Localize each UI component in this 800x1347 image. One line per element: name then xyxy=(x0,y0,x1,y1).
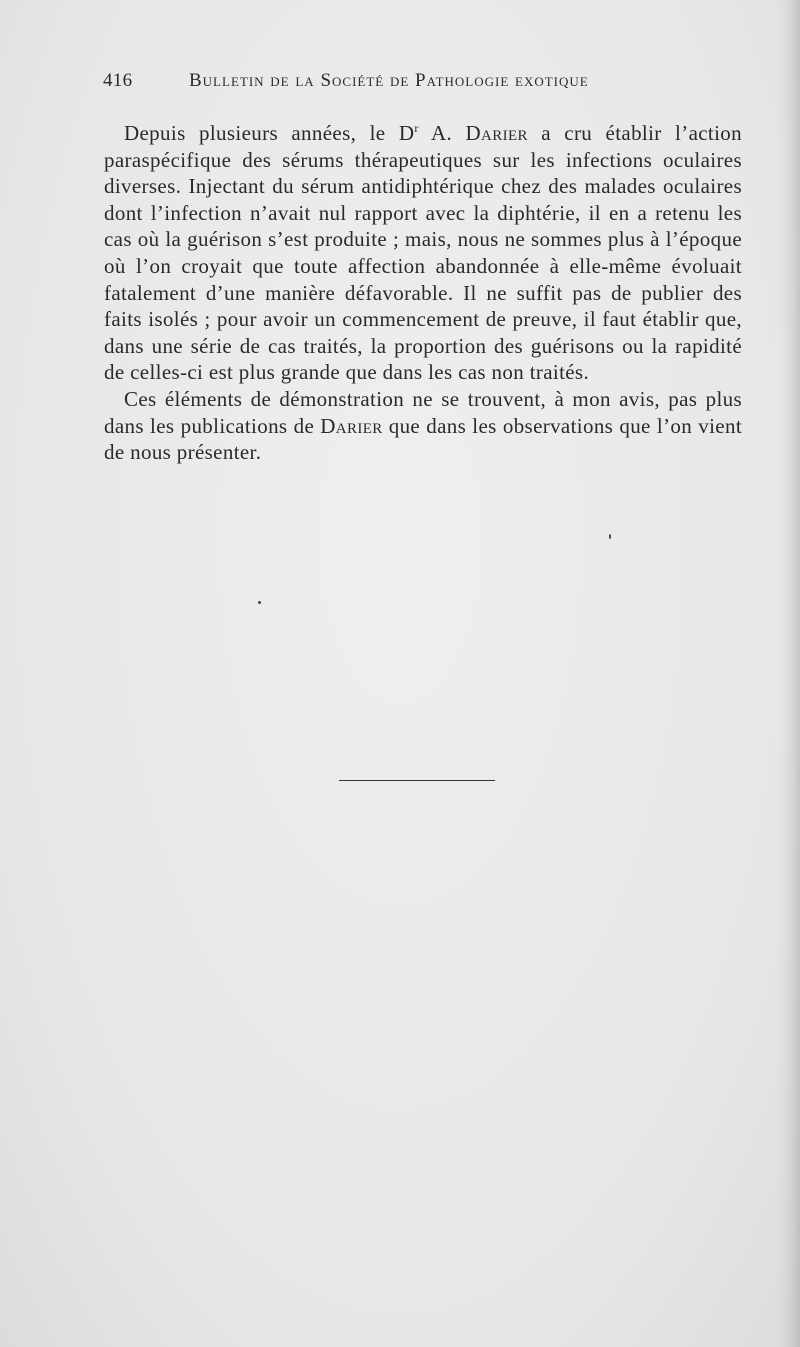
text-run: a cru établir l’action paraspécifique des sérums thérapeutiques sur les infections oculaires diverses. Injectant du sérum antidiphtérique chez des malades oculaires dont l’infection n’avait nul rapport avec la diphtérie, il en a retenu les cas où la guérison s’est produite ; mais, nous ne sommes plus à l’époque où l’on croyait que toute affection abandonnée à elle-même évoluait fatalement d’une manière défavorable. Il ne suffit pas de publier des faits isolés ; pour avoir un commencement de preuve, il faut établir que, dans une série de cas traités, la proportion des guérisons ou la rapidité de celles-ci est plus grande que dans les cas non traités. xyxy=(104,121,742,385)
text-run: Ces éléments de démonstration ne se trouvent, à mon avis, pas plus dans les publications de xyxy=(104,386,742,438)
running-header xyxy=(103,70,703,100)
author-name-darier: Darier xyxy=(320,413,383,438)
body-text xyxy=(104,115,742,466)
text-run: A. xyxy=(418,121,466,145)
section-rule xyxy=(339,780,495,781)
text-run: que dans les observations que l’on vient de nous présenter. xyxy=(104,413,743,465)
text-run: Depuis plusieurs années, le D xyxy=(124,121,415,145)
author-name-darier: Darier xyxy=(465,121,528,145)
paragraph-2 xyxy=(104,386,742,466)
ink-speck xyxy=(258,601,261,604)
page-edge-shadow xyxy=(778,0,800,1347)
page-number: 416 xyxy=(103,70,133,91)
paragraph-1 xyxy=(104,115,742,386)
running-title: Bulletin de la Société de Pathologie exotique xyxy=(189,70,589,91)
superscript-r: r xyxy=(414,121,419,135)
ink-speck xyxy=(609,534,611,539)
